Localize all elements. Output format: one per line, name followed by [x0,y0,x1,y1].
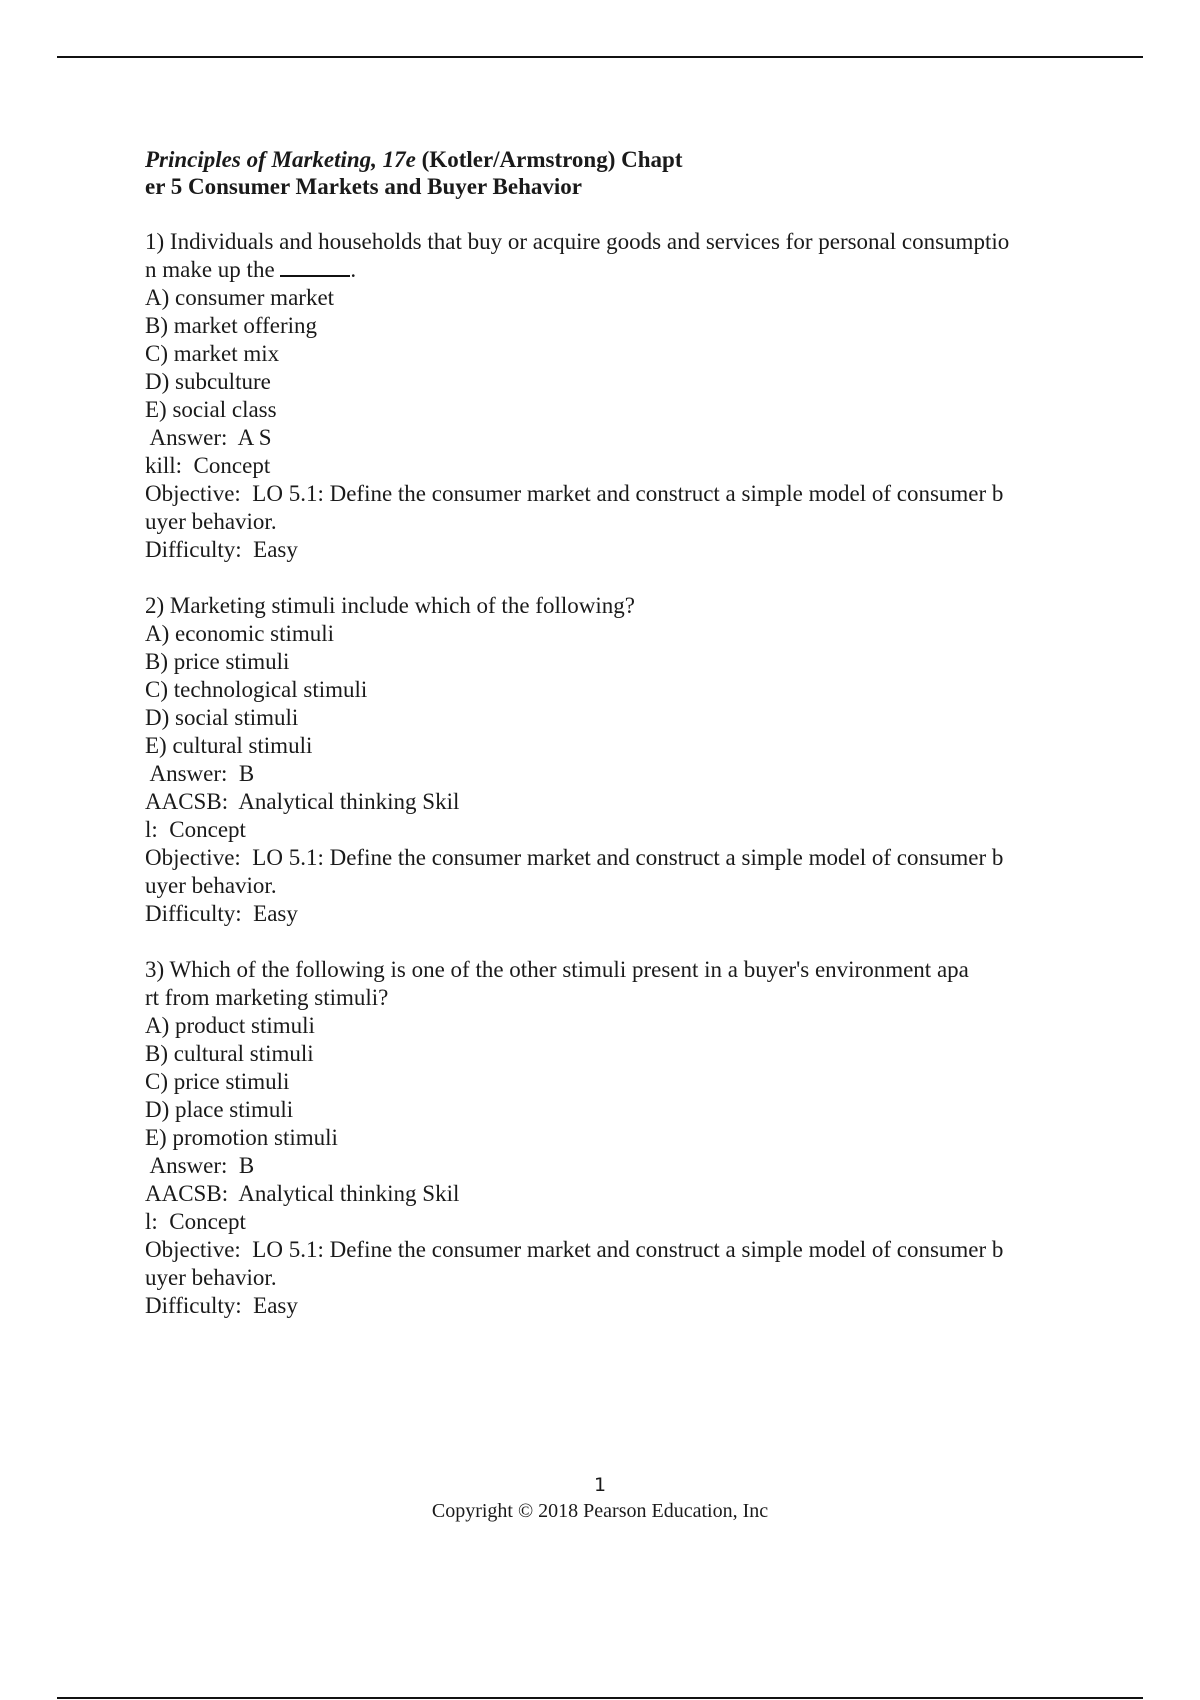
difficulty-line: Difficulty: Easy [145,1293,298,1318]
aacsb-line: AACSB: Analytical thinking Skil [145,789,460,814]
answer-blank [280,257,350,277]
option-b: B) market offering [145,313,318,338]
option-e: E) social class [145,397,277,422]
answer-line: Answer: B [145,1153,255,1178]
objective-line: Objective: LO 5.1: Define the consumer market and construct a simple model of consumer b [145,481,1004,506]
question-stem-line: 1) Individuals and households that buy or acquire goods and services for personal consumptio [145,229,1010,254]
document-title-line-1 [145,146,1065,173]
option-a: A) product stimuli [145,1013,315,1038]
objective-line: Objective: LO 5.1: Define the consumer market and construct a simple model of consumer b [145,845,1004,870]
skill-line: l: Concept [145,817,246,842]
option-d: D) social stimuli [145,705,299,730]
bottom-rule [57,1697,1143,1699]
question-3 [145,956,1065,1320]
option-e: E) promotion stimuli [145,1125,338,1150]
objective-line: Objective: LO 5.1: Define the consumer market and construct a simple model of consumer b [145,1237,1004,1262]
objective-line-cont: uyer behavior. [145,509,277,534]
question-stem-line: n make up the . [145,257,357,282]
option-a: A) economic stimuli [145,621,335,646]
question-stem-line: 2) Marketing stimuli include which of the following? [145,593,635,618]
title-authors: (Kotler/Armstrong) Chapt [415,147,683,172]
question-1 [145,228,1065,564]
option-d: D) place stimuli [145,1097,294,1122]
option-b: B) price stimuli [145,649,290,674]
question-stem-line: 3) Which of the following is one of the other stimuli present in a buyer's environment apa [145,957,969,982]
skill-line: kill: Concept [145,453,271,478]
option-e: E) cultural stimuli [145,733,313,758]
document-title-line-2: er 5 Consumer Markets and Buyer Behavior [145,174,582,199]
page-number: 1 [593,1474,607,1496]
difficulty-line: Difficulty: Easy [145,901,298,926]
book-title: Principles of Marketing, 17e [145,147,416,172]
question-stem-line: rt from marketing stimuli? [145,985,389,1010]
document-body [145,146,1065,1320]
objective-line-cont: uyer behavior. [145,873,277,898]
copyright-notice: Copyright © 2018 Pearson Education, Inc [431,1500,769,1522]
objective-line-cont: uyer behavior. [145,1265,277,1290]
option-c: C) market mix [145,341,280,366]
option-b: B) cultural stimuli [145,1041,314,1066]
question-2 [145,592,1065,928]
option-d: D) subculture [145,369,271,394]
difficulty-line: Difficulty: Easy [145,537,298,562]
aacsb-line: AACSB: Analytical thinking Skil [145,1181,460,1206]
top-rule [57,56,1143,58]
option-c: C) price stimuli [145,1069,290,1094]
option-c: C) technological stimuli [145,677,368,702]
option-a: A) consumer market [145,285,335,310]
answer-line: Answer: B [145,761,255,786]
skill-line: l: Concept [145,1209,246,1234]
answer-line: Answer: A S [145,425,272,450]
